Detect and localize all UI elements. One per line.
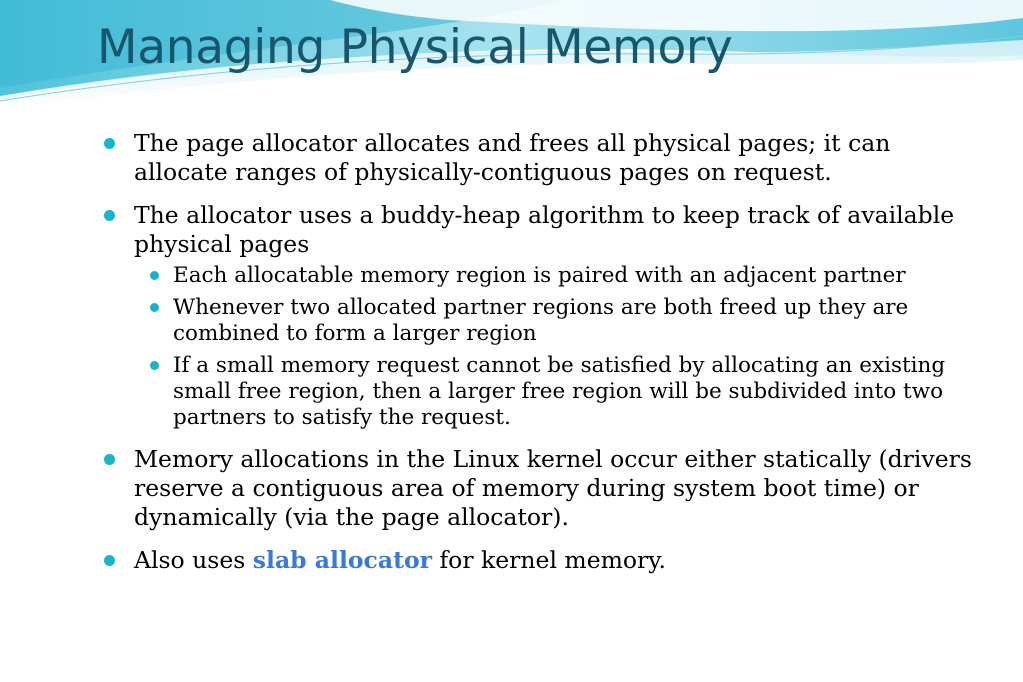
- sub-bullet-list: [134, 263, 984, 431]
- bullet-dot-icon: [150, 361, 159, 370]
- sub-bullet-text: Each allocatable memory region is paired with an adjacent partner: [173, 263, 906, 288]
- bullet-dot-icon: [150, 303, 159, 312]
- bullet-item: [104, 546, 984, 575]
- sub-bullet-item: [134, 353, 984, 431]
- bullet-list: [104, 129, 984, 575]
- slide-content: [104, 129, 984, 589]
- sub-bullet-item: [134, 295, 984, 347]
- slide-title: Managing Physical Memory: [97, 20, 733, 75]
- bullet-text-suffix: for kernel memory.: [432, 546, 666, 574]
- bullet-dot-icon: [104, 555, 115, 566]
- bullet-item: [104, 445, 984, 532]
- bullet-text: The allocator uses a buddy-heap algorithm to keep track of available physical pages: [134, 201, 955, 258]
- slab-allocator-highlight: slab allocator: [252, 546, 432, 574]
- bullet-item: [104, 201, 984, 431]
- sub-bullet-item: [134, 263, 984, 289]
- bullet-dot-icon: [150, 271, 159, 280]
- bullet-dot-icon: [104, 210, 115, 221]
- sub-bullet-text: Whenever two allocated partner regions are both freed up they are combined to form a larger region: [173, 295, 909, 346]
- bullet-text: Memory allocations in the Linux kernel occur either statically (drivers reserve a contiguous area of memory during system boot time) or dynamically (via the page allocator).: [134, 445, 972, 531]
- bullet-text: The page allocator allocates and frees all physical pages; it can allocate ranges of physically-contiguous pages on request.: [134, 129, 891, 186]
- sub-bullet-text: If a small memory request cannot be satisfied by allocating an existing small free region, then a larger free region will be subdivided into two partners to satisfy the request.: [173, 353, 946, 430]
- bullet-item: [104, 129, 984, 187]
- bullet-dot-icon: [104, 454, 115, 465]
- bullet-text-prefix: Also uses: [134, 546, 253, 574]
- bullet-dot-icon: [104, 138, 115, 149]
